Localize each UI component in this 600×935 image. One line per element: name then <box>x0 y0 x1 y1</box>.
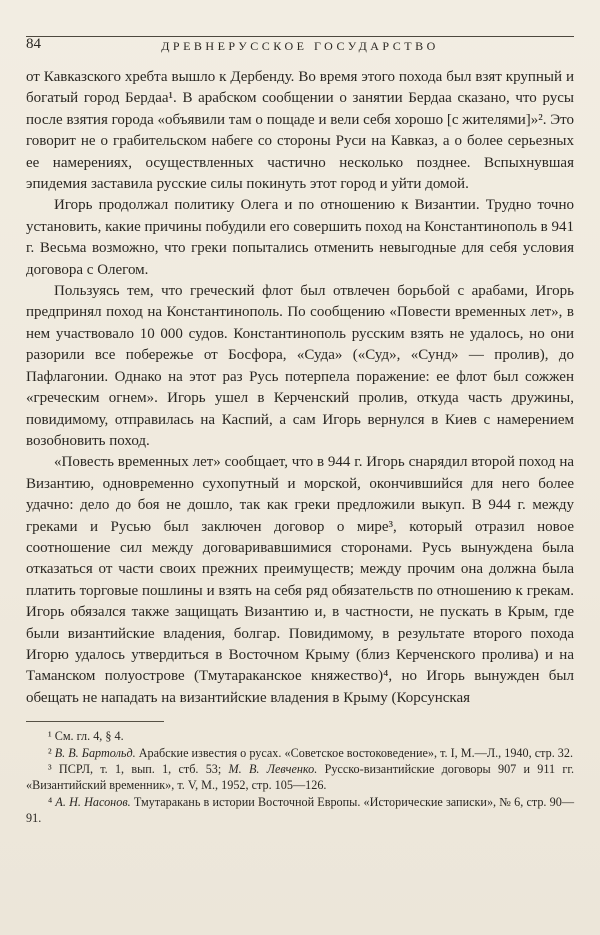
footnote <box>26 761 574 794</box>
footnote-text: Русско-византийские договоры 907 и 911 гг. «Византийский временник», т. V, М., 1952, стр. 105—126. <box>26 762 575 793</box>
footnote-pre-text: ПСРЛ, т. 1, вып. 1, стб. 53; <box>58 762 222 776</box>
footnote-author: В. В. Бартольд. <box>54 745 136 760</box>
footnote <box>26 728 574 744</box>
footnote-marker: ² <box>48 745 52 760</box>
footnote-separator-rule <box>26 721 164 722</box>
body-paragraph: «Повесть временных лет» сообщает, что в 944 г. Игорь снарядил второй поход на Византию, одновременно сухопутный и морской, окончившийся для него более удачно: дело до боя не дошло, так как греки предложили выкуп. В 944 г. между греками и Русью был заключен договор о мире³, который отразил новое соотношение сил между договаривавшимися сторонами. Русь вынуждена была отказаться от части своих прежних преимуществ; между прочим она должна была платить торговые пошлины и взять на себя ряд обязательств по отношению к грекам. Игорь обязался также защищать Византию и, в частности, не пускать в Крым, где были византийские владения, болгар. Повидимому, в результате второго похода Игорю удалось утвердиться в Восточном Крыму (близ Керченского пролива) и на Таманском полуострове (Тмутараканское княжество)⁴, но Игорь вынужден был обещать не нападать на византийские владения в Крыму (Корсунская <box>26 454 574 706</box>
footnote-author: А. Н. Насонов. <box>55 794 131 809</box>
running-head <box>26 36 574 56</box>
footnote <box>26 794 574 827</box>
body-paragraph: от Кавказского хребта вышло к Дербенду. Во время этого похода был взят крупный и богатый город Бердаа¹. В арабском сообщении о занятии Бердаа сказано, что русы после взятия города «объявили там о пощаде и вели себя хорошо [с жителями]»². Это говорит не о грабительском набеге со стороны Руси на Кавказ, а о более серьезных ее намерениях, осуществленных частично несколько позднее. Вспыхнувшая эпидемия заставила русские силы покинуть этот город и уйти домой. <box>26 69 574 193</box>
footnote-marker: ³ <box>48 762 52 776</box>
footnote-pre-text: См. гл. 4, § 4. <box>54 729 124 744</box>
footnotes-block <box>26 728 574 826</box>
header-rule <box>26 36 574 37</box>
footnote-text: Арабские известия о русах. «Советское востоковедение», т. I, М.—Л., 1940, стр. 32. <box>138 745 574 760</box>
body-paragraph: Игорь продолжал политику Олега и по отношению к Византии. Трудно точно установить, какие причины побудили его совершить поход на Константинополь в 941 г. Весьма возможно, что греки попытались отменить невыгодные для себя условия договора с Олегом. <box>26 197 574 278</box>
footnote-marker: ⁴ <box>48 794 53 809</box>
footnote-author: М. В. Левченко. <box>228 762 318 776</box>
footnote-marker: ¹ <box>48 729 52 744</box>
footnote <box>26 745 574 761</box>
page-number: 84 <box>26 36 41 52</box>
body-paragraph: Пользуясь тем, что греческий флот был отвлечен борьбой с арабами, Игорь предпринял поход на Константинополь. По сообщению «Повести временных лет», в нем участвовало 10 000 судов. Константинополь русским взять не удалось, но они разорили все побережье от Босфора, «Суда» («Суд», «Сунд» — пролив), до Пафлагонии. Однако на этот раз Русь потерпела поражение: ее флот был сожжен «греческим огнем». Игорь ушел в Керченский пролив, откуда часть дружины, повидимому, отправилась на Каспий, а сам Игорь вернулся в Киев с намерением возобновить поход. <box>26 283 574 449</box>
running-header-title: ДРЕВНЕРУССКОЕ ГОСУДАРСТВО <box>161 39 439 53</box>
body-text <box>26 67 574 709</box>
footnote-text: Тмутаракань в истории Восточной Европы. «Исторические записки», № 6, стр. 90—91. <box>26 794 575 826</box>
